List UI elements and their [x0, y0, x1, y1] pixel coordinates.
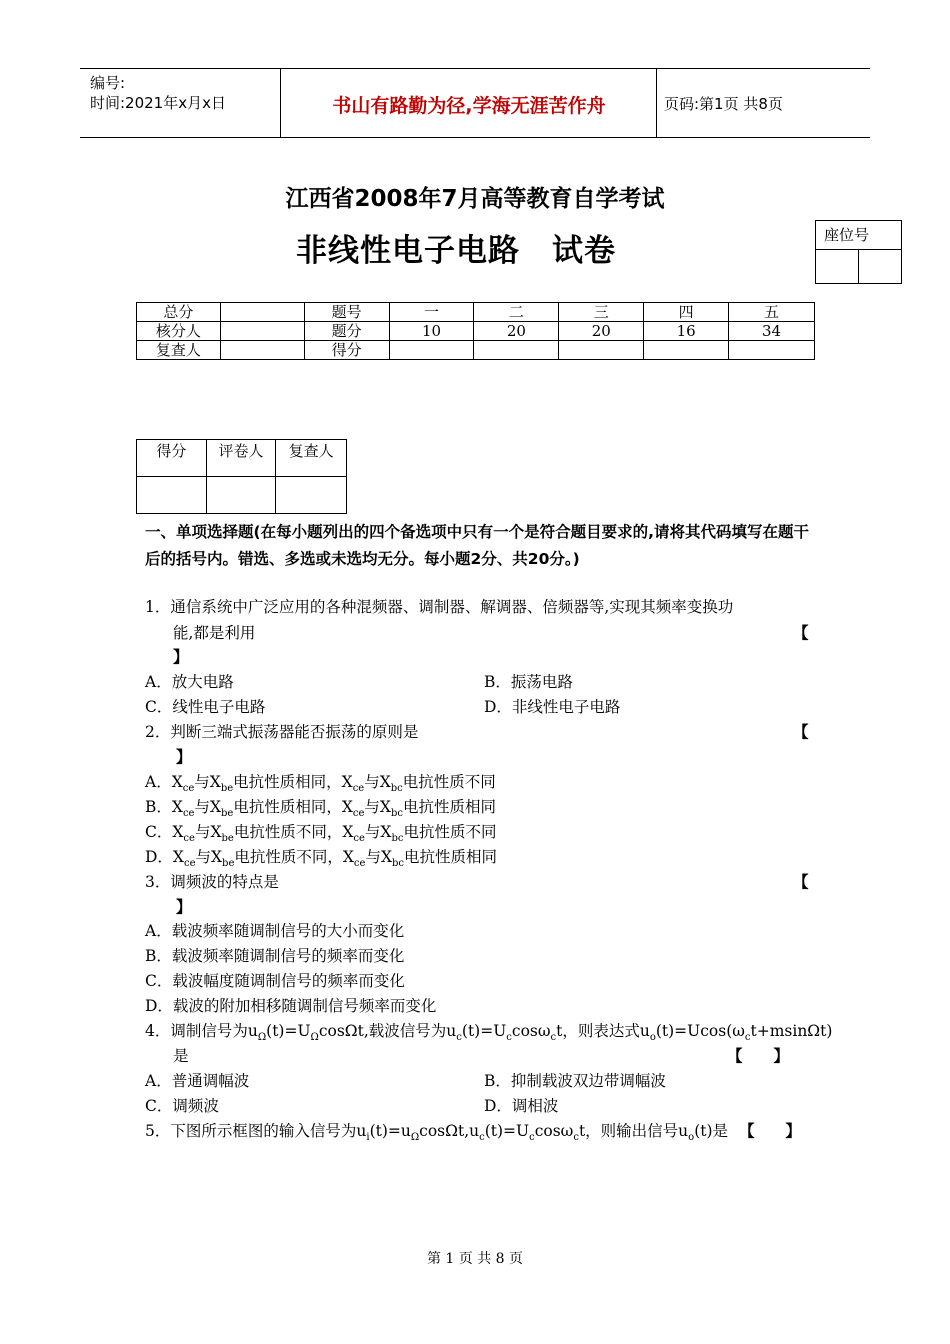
- table-cell: 四: [644, 303, 729, 322]
- answer-bracket-close: 】: [173, 647, 189, 666]
- grader-table: [136, 439, 347, 514]
- answer-bracket-close: 】: [176, 897, 192, 916]
- table-cell: 核分人: [137, 322, 221, 341]
- table-cell: 34: [729, 322, 815, 341]
- table-cell: 一: [389, 303, 474, 322]
- option-b: B．载波频率随调制信号的频率而变化: [145, 947, 405, 965]
- seat-number-box: [815, 220, 902, 284]
- answer-bracket: 【 】: [739, 1121, 802, 1140]
- option-c: C．$X_{ce}$与$X_{be}$电抗性质不同，$X_{ce}$与$X_{bc}$电抗性质不同: [145, 823, 497, 845]
- table-cell: 得分: [137, 440, 207, 477]
- header-divider: [280, 69, 281, 137]
- option-a: A．放大电路: [145, 673, 234, 691]
- option-b: B．抑制载波双边带调幅波: [484, 1072, 666, 1090]
- answer-bracket: 【 】: [727, 1046, 790, 1065]
- option-b: B．$X_{ce}$与$X_{be}$电抗性质相同，$X_{ce}$与$X_{bc}$电抗性质相同: [145, 798, 496, 820]
- table-cell: 得分: [304, 341, 389, 360]
- table-cell: [220, 322, 304, 341]
- table-cell: 10: [389, 322, 474, 341]
- question-2-text: 2．判断三端式振荡器能否振荡的原则是: [145, 723, 419, 741]
- table-cell: 题号: [304, 303, 389, 322]
- option-a: A．$X_{ce}$与$X_{be}$电抗性质相同，$X_{ce}$与$X_{bc}$电抗性质不同: [145, 773, 496, 795]
- table-cell: 总分: [137, 303, 221, 322]
- table-row: [137, 477, 347, 514]
- number-label: 编号:: [90, 74, 126, 92]
- table-cell: 五: [729, 303, 815, 322]
- option-c: C．载波幅度随调制信号的频率而变化: [145, 972, 405, 990]
- table-cell: [559, 341, 644, 360]
- table-cell: [474, 341, 559, 360]
- table-cell: [729, 341, 815, 360]
- header-left: [90, 73, 226, 113]
- table-cell: 评卷人: [206, 440, 276, 477]
- answer-bracket-open: 【: [793, 872, 809, 891]
- table-cell: 三: [559, 303, 644, 322]
- motto: 书山有路勤为径,学海无涯苦作舟: [332, 95, 606, 117]
- page-header: [80, 68, 870, 138]
- table-row: [137, 322, 815, 341]
- option-c: C．调频波: [145, 1097, 219, 1115]
- table-cell: 复查人: [137, 341, 221, 360]
- table-cell: 20: [474, 322, 559, 341]
- option-a: A．载波频率随调制信号的大小而变化: [145, 922, 405, 940]
- table-row: [137, 341, 815, 360]
- page-info: 页码:第1页 共8页: [664, 95, 783, 113]
- question-4-text-cont: 是: [173, 1047, 189, 1065]
- seat-divider: [858, 249, 859, 283]
- question-1-text-cont: 能,都是利用: [173, 624, 256, 642]
- option-d: D．非线性电子电路: [484, 698, 621, 716]
- table-cell: [644, 341, 729, 360]
- table-cell: [137, 477, 207, 514]
- section-heading: 一、单项选择题(在每小题列出的四个备选项中只有一个是符合题目要求的,请将其代码填写在题干后的括号内。错选、多选或未选均无分。每小题2分、共20分。): [145, 523, 809, 568]
- option-d: D．$X_{ce}$与$X_{be}$电抗性质不同，$X_{ce}$与$X_{bc}$电抗性质相同: [145, 848, 498, 870]
- table-cell: [206, 477, 276, 514]
- table-cell: 16: [644, 322, 729, 341]
- question-1-text: 1．通信系统中广泛应用的各种混频器、调制器、解调器、倍频器等,实现其频率变换功: [145, 598, 734, 616]
- seat-label: 座位号: [824, 226, 870, 244]
- table-cell: 二: [474, 303, 559, 322]
- page-footer: 第 1 页 共 8 页: [426, 1251, 524, 1267]
- table-cell: 题分: [304, 322, 389, 341]
- table-cell: [276, 477, 347, 514]
- option-c: C．线性电子电路: [145, 698, 266, 716]
- question-4-text: 4．调制信号为$u_\Omega(t)=U_\Omega\cos\Omega t$,载波信号为$u_c(t)=U_c\cos\omega_ct$，则表达式$u_o(t)=Ucos(\omega_ct+msin\Omega t)$: [145, 1022, 833, 1044]
- answer-bracket-close: 】: [176, 747, 192, 766]
- option-d: D．载波的附加相移随调制信号频率而变化: [145, 997, 437, 1015]
- option-b: B．振荡电路: [484, 673, 573, 691]
- table-cell: [389, 341, 474, 360]
- paper-title: 非线性电子电路 试卷: [296, 233, 616, 269]
- question-5-text: 5．下图所示框图的输入信号为$u_i(t)=u_\Omega\cos\Omega t,u_c(t)=U_c\cos\omega_ct$，则输出信号$u_o(t)$是: [145, 1122, 729, 1144]
- table-row: [137, 440, 347, 477]
- question-3-text: 3．调频波的特点是: [145, 873, 279, 891]
- answer-bracket-open: 【: [793, 722, 809, 741]
- table-cell: [220, 341, 304, 360]
- header-divider: [656, 69, 657, 137]
- score-table: [136, 302, 815, 360]
- option-d: D．调相波: [484, 1097, 559, 1115]
- table-cell: [220, 303, 304, 322]
- answer-bracket-open: 【: [793, 623, 809, 642]
- time-label: 时间:2021年x月x日: [90, 94, 226, 112]
- option-a: A．普通调幅波: [145, 1072, 250, 1090]
- table-cell: 20: [559, 322, 644, 341]
- table-row: [137, 303, 815, 322]
- exam-title: 江西省2008年7月高等教育自学考试: [285, 186, 665, 212]
- table-cell: 复查人: [276, 440, 347, 477]
